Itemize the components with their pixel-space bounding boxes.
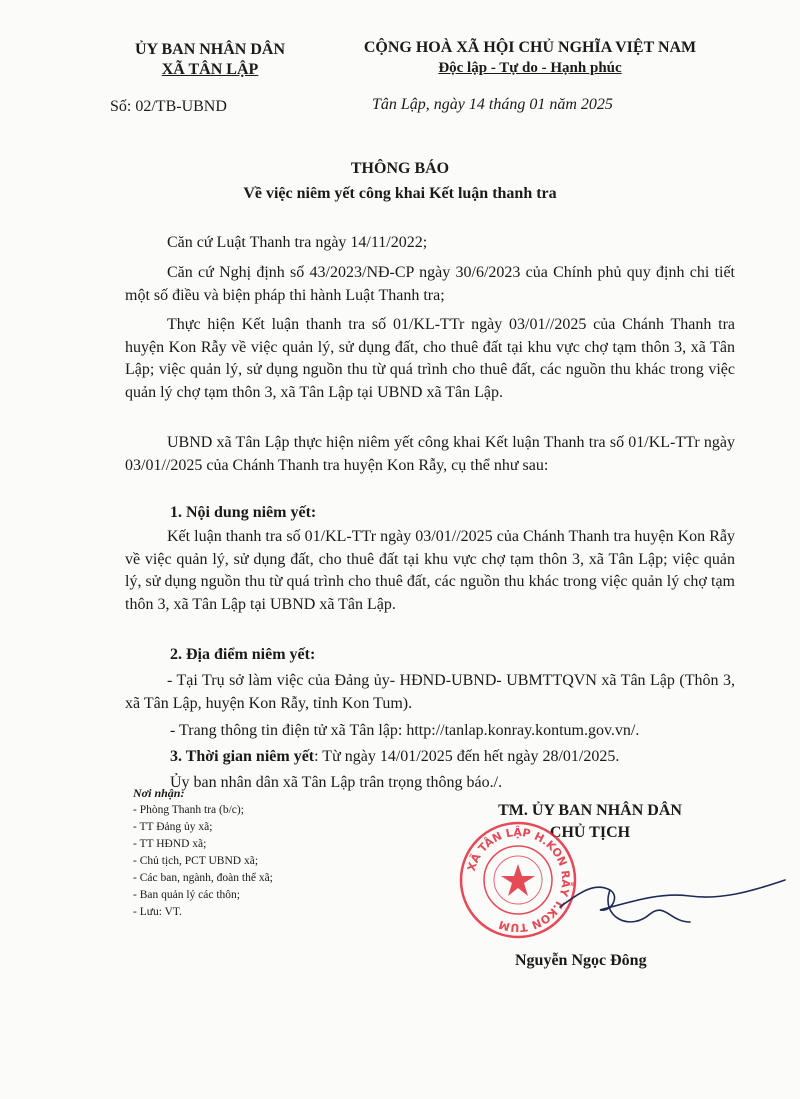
recipient-item: - TT Đảng ủy xã; <box>133 821 213 833</box>
place-date: Tân Lập, ngày 14 tháng 01 năm 2025 <box>372 96 613 113</box>
agency-line2: XÃ TÂN LẬP <box>161 61 259 78</box>
signer-name: Nguyễn Ngọc Đông <box>515 952 647 969</box>
star-emblem-icon <box>501 864 535 896</box>
document-number: Số: 02/TB-UBND <box>110 98 227 115</box>
recipients-title: Nơi nhận: <box>133 786 185 800</box>
document-subtitle: Về việc niêm yết công khai Kết luận thanh tra <box>243 185 557 202</box>
document-title: THÔNG BÁO <box>350 160 450 177</box>
closing-line: Ủy ban nhân dân xã Tân Lập trân trọng thông báo./. <box>170 774 503 791</box>
country-name: CỘNG HOÀ XÃ HỘI CHỦ NGHĨA VIỆT NAM <box>363 39 697 56</box>
section-2-item-1: - Tại Trụ sở làm việc của Đảng ủy- HĐND-UBND- UBMTTQVN xã Tân Lập (Thôn 3, xã Tân Lập, huyện Kon Rẫy, tỉnh Kon Tum). <box>125 672 735 712</box>
section-1-heading: 1. Nội dung niêm yết: <box>170 504 317 521</box>
section-2-heading: 2. Địa điểm niêm yết: <box>170 646 316 663</box>
recipient-item: - Các ban, ngành, đoàn thể xã; <box>133 872 273 884</box>
recipient-item: - Phòng Thanh tra (b/c); <box>133 804 244 816</box>
announcement-paragraph: UBND xã Tân Lập thực hiện niêm yết công khai Kết luận Thanh tra số 01/KL-TTr ngày 03/01//2025 của Chánh Thanh tra huyện Kon Rẫy, cụ thể như sau: <box>125 434 735 474</box>
section-3-text: : Từ ngày 14/01/2025 đến hết ngày 28/01/2025. <box>314 748 620 765</box>
legal-basis-1: Căn cứ Luật Thanh tra ngày 14/11/2022; <box>167 234 428 251</box>
agency-line1: ỦY BAN NHÂN DÂN <box>134 41 286 58</box>
legal-basis-2: Căn cứ Nghị định số 43/2023/NĐ-CP ngày 30/6/2023 của Chính phủ quy định chi tiết một số điều và biện pháp thi hành Luật Thanh tra; <box>125 264 735 304</box>
national-motto <box>320 38 740 78</box>
section-1-text: Kết luận thanh tra số 01/KL-TTr ngày 03/01//2025 của Chánh Thanh tra huyện Kon Rẫy về việc quản lý, sử dụng đất, cho thuê đất tại khu vực chợ tạm thôn 3, xã Tân Lập; việc quản lý, sử dụng nguồn thu từ quá trình cho thuê đất, các nguồn thu khác trong việc quản lý chợ tạm thôn 3, xã Tân Lập tại UBND xã Tân Lập. <box>125 528 735 613</box>
recipient-item: - Chủ tịch, PCT UBND xã; <box>133 855 259 867</box>
recipient-item: - TT HĐND xã; <box>133 838 207 850</box>
motto: Độc lập - Tự do - Hạnh phúc <box>438 60 622 76</box>
handwritten-signature <box>540 862 790 952</box>
signature-line2: CHỦ TỊCH <box>549 824 631 841</box>
section-3 <box>170 746 619 768</box>
recipients-block <box>133 785 273 921</box>
signature-line1: TM. ỦY BAN NHÂN DÂN <box>498 802 682 819</box>
recipient-item: - Ban quản lý các thôn; <box>133 889 240 901</box>
seal-text: XÃ TÂN LẬP H.KON RẪY T.KON TUM <box>464 825 573 935</box>
recipient-item: - Lưu: VT. <box>133 906 182 918</box>
section-2-item-2: - Trang thông tin điện tử xã Tân lập: http://tanlap.konray.kontum.gov.vn/. <box>170 722 640 739</box>
issuing-agency <box>100 40 320 80</box>
implementation-paragraph: Thực hiện Kết luận thanh tra số 01/KL-TTr ngày 03/01//2025 của Chánh Thanh tra huyện Kon Rẫy về việc quản lý, sử dụng đất, cho thuê đất tại khu vực chợ tạm thôn 3, xã Tân Lập; việc quản lý, sử dụng nguồn thu từ quá trình cho thuê đất, các nguồn thu khác trong việc quản lý chợ tạm thôn 3, xã Tân Lập tại UBND xã Tân Lập. <box>125 316 735 401</box>
section-3-heading: 3. Thời gian niêm yết <box>170 748 315 765</box>
